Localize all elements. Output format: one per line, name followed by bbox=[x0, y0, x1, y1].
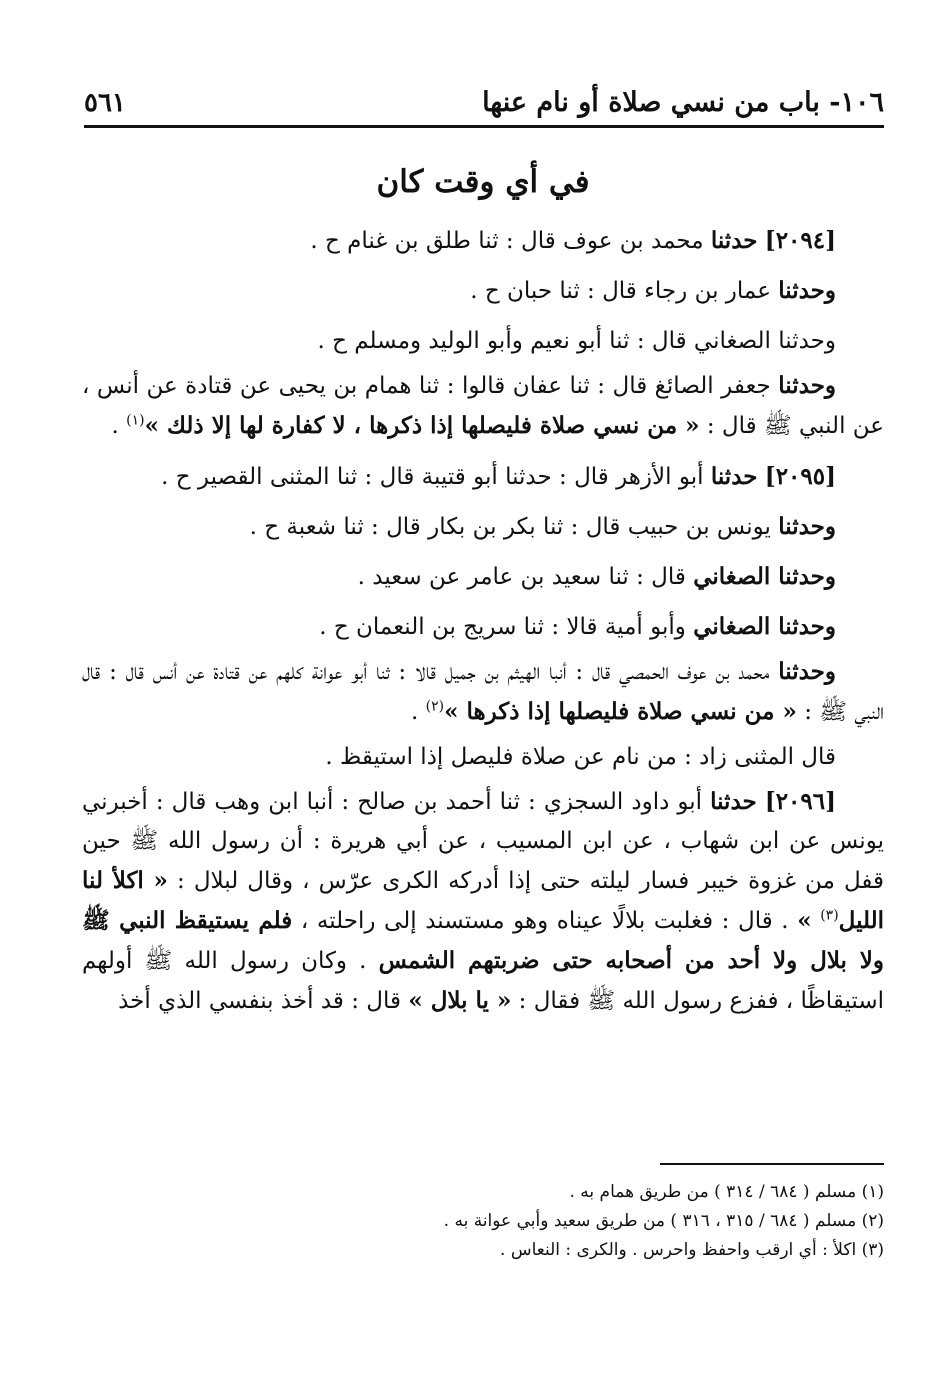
footnote-2: (٢) مسلم ( ٦٨٤ / ٣١٥ ، ٣١٦ ) من طريق سعيد وأبي عوانة به . bbox=[443, 1211, 884, 1231]
hadith-2096: [٢٠٩٦] حدثنا أبو داود السجزي : ثنا أحمد بن صالح : أنبا ابن وهب قال : أخبرني يونس عن ابن شهاب ، عن ابن المسيب ، عن أبي هريرة : أن رسول الله ﷺ حين قفل من غزوة خيبر فسار ليلته حتى إذا أدركه الكرى عرّس ، وقال لبلال : « اكلأ لنا الليل$^{(٣)}$ » . قال : فغلبت بلالًا عيناه وهو مستسند إلى راحلته ، فلم يستيقظ النبي ﷺ ولا بلال ولا أحد من أصحابه حتى ضربتهم الشمس . وكان رسول الله ﷺ أولهم استيقاظًا ، ففزع رسول الله ﷺ فقال : « يا بلال » قال : قد أخذ بنفسي الذي أخذ bbox=[82, 788, 885, 1014]
hadith-2094-line-3: وحدثنا الصغاني قال : ثنا أبو نعيم وأبو الوليد ومسلم ح . bbox=[317, 328, 836, 354]
footnote-3: (٣) اكلأ : أي ارقب واحفظ واحرس . والكرى : النعاس . bbox=[500, 1240, 884, 1260]
page-number: ٥٦١ bbox=[84, 88, 126, 118]
footnote-rule bbox=[660, 1163, 884, 1165]
hadith-2095-line-4: وحدثنا الصغاني وأبو أمية قالا : ثنا سريج بن النعمان ح . bbox=[319, 613, 836, 640]
hadith-2095-line-3: وحدثنا الصغاني قال : ثنا سعيد بن عامر عن سعيد . bbox=[357, 563, 836, 590]
hadith-2094-line-4: وحدثنا جعفر الصائغ قال : ثنا عفان قالوا : ثنا همام بن يحيى عن قتادة عن أنس ، عن النبي ﷺ قال : « من نسي صلاة فليصلها إذا ذكرها ، لا كفارة لها إلا ذلك »$^{(١)}$ . bbox=[82, 372, 884, 439]
footnote-1: (١) مسلم ( ٦٨٤ / ٣١٤ ) من طريق همام به . bbox=[569, 1182, 884, 1202]
hadith-2094-line-2: وحدثنا عمار بن رجاء قال : ثنا حبان ح . bbox=[470, 277, 836, 304]
footnote-ref: (٢) bbox=[425, 698, 445, 715]
hadith-number: [٢٠٩٦] bbox=[764, 788, 837, 815]
hadith-2094-line-1: [٢٠٩٤] حدثنا محمد بن عوف قال : ثنا طلق بن غنام ح . bbox=[310, 227, 836, 254]
hadith-2095-line-1: [٢٠٩٥] حدثنا أبو الأزهر قال : حدثنا أبو قتيبة قال : ثنا المثنى القصير ح . bbox=[161, 463, 836, 490]
hadith-matn: « من نسي صلاة فليصلها إذا ذكرها » bbox=[444, 698, 797, 725]
chapter-title: ١٠٦- باب من نسي صلاة أو نام عنها bbox=[482, 87, 884, 118]
hadith-2095-note: قال المثنى زاد : من نام عن صلاة فليصل إذا استيقظ . bbox=[325, 744, 836, 770]
hadith-number: [٢٠٩٤] bbox=[764, 227, 836, 254]
hadith-2095-line-5: وحدثنا محمد بن عوف الحمصي قال : أنبا الهيثم بن جميل قالا : ثنا أبو عوانة كلهم عن قتادة عن أنس قال : قال النبي ﷺ : « من نسي صلاة فليصلها إذا ذكرها »$^{(٢)}$ . bbox=[82, 658, 884, 725]
footnote-ref: (٣) bbox=[820, 907, 839, 924]
page-header bbox=[84, 72, 884, 118]
section-title: في أي وقت كان bbox=[376, 164, 590, 200]
header-rule bbox=[84, 125, 884, 128]
hadith-number: [٢٠٩٥] bbox=[764, 463, 836, 490]
footnote-ref: (١) bbox=[126, 412, 145, 429]
hadith-2095-line-2: وحدثنا يونس بن حبيب قال : ثنا بكر بن بكار قال : ثنا شعبة ح . bbox=[249, 513, 836, 540]
hadith-matn: « من نسي صلاة فليصلها إذا ذكرها ، لا كفارة لها إلا ذلك » bbox=[144, 412, 700, 439]
footnotes bbox=[82, 1178, 884, 1265]
page-body bbox=[82, 150, 884, 1021]
